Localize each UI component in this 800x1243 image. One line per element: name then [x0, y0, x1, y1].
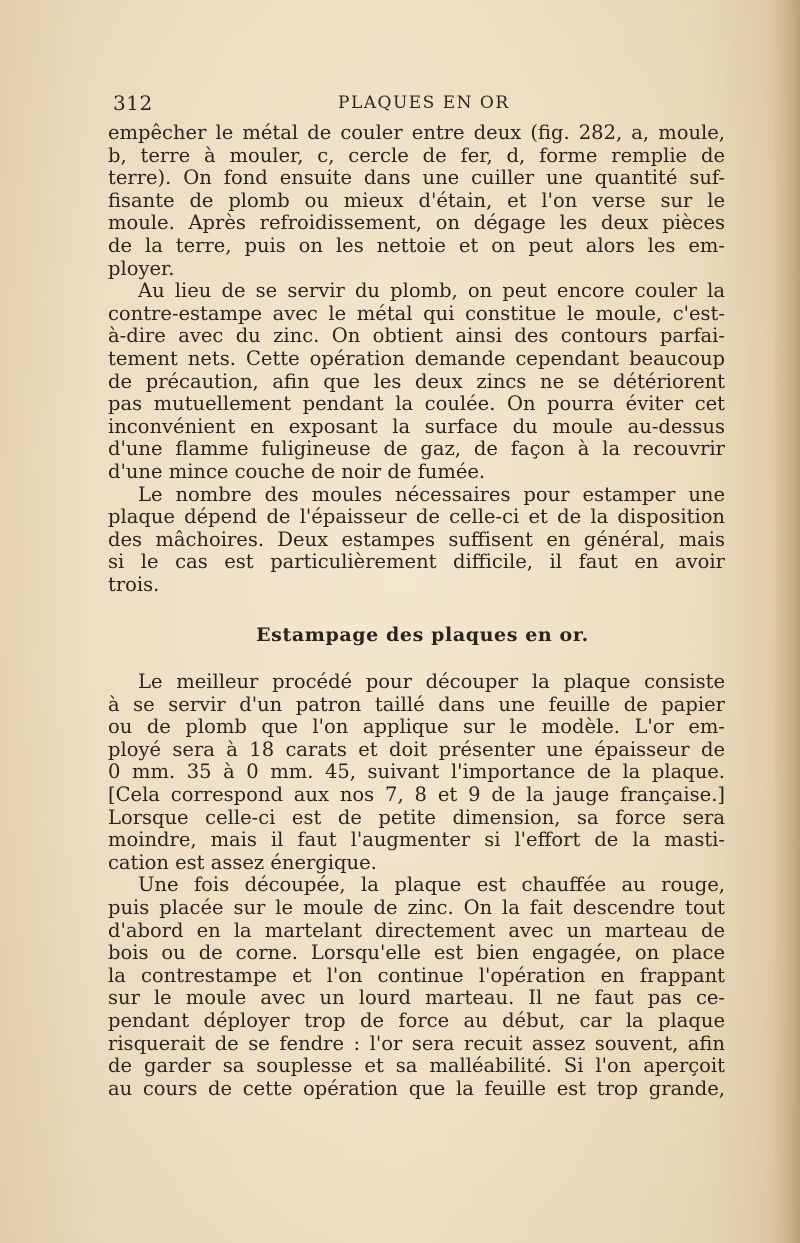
text-line: des mâchoires. Deux estampes suffisent en général, mais — [108, 527, 725, 551]
text-line: cation est assez énergique. — [108, 850, 377, 874]
text-line: de garder sa souplesse et sa malléabilité. Si l'on aperçoit — [108, 1054, 725, 1078]
text-line: si le cas est particulièrement difficile, il faut en avoir — [108, 550, 725, 574]
page-number: 312 — [113, 91, 153, 115]
text-line: bois ou de corne. Lorsqu'elle est bien engagée, on place — [108, 941, 725, 965]
page-body — [108, 122, 725, 1100]
text-line: sur le moule avec un lourd marteau. Il ne faut pas ce- — [108, 986, 725, 1010]
text-line: au cours de cette opération que la feuille est trop grande, — [108, 1076, 725, 1100]
text-line: terre). On fond ensuite dans une cuiller une quantité suf- — [108, 166, 725, 190]
text-line: puis placée sur le moule de zinc. On la fait descendre tout — [108, 896, 725, 919]
text-line: plaque dépend de l'épaisseur de celle-ci et de la disposition — [108, 505, 725, 529]
paragraph-2 — [108, 280, 725, 483]
text-line: la contrestampe et l'on continue l'opération en frappant — [108, 963, 725, 987]
text-line: ployer. — [108, 256, 175, 280]
page-edge-shadow — [772, 0, 800, 1243]
text-line: Le nombre des moules nécessaires pour estamper une — [138, 482, 725, 506]
section-title: Estampage des plaques en or. — [256, 624, 589, 647]
text-line: de précaution, afin que les deux zincs ne se détériorent — [108, 369, 725, 393]
page-header — [113, 91, 725, 117]
text-line: trois. — [108, 572, 160, 596]
paragraph-1 — [108, 122, 725, 280]
text-line: contre-estampe avec le métal qui constitue le moule, c'est- — [108, 301, 725, 325]
text-line: b, terre à mouler, c, cercle de fer, d, forme remplie de — [108, 143, 725, 167]
paragraph-5 — [108, 874, 725, 1100]
text-line: [Cela correspond aux nos 7, 8 et 9 de la jauge française.] — [108, 783, 725, 807]
text-line: ou de plomb que l'on applique sur le modèle. L'or em- — [108, 715, 725, 739]
running-title: PLAQUES EN OR — [338, 93, 510, 113]
text-line: à se servir d'un patron taillé dans une feuille de papier — [108, 692, 725, 716]
text-line: risquerait de se fendre : l'or sera recuit assez souvent, afin — [108, 1031, 725, 1055]
text-line: d'une mince couche de noir de fumée. — [108, 459, 486, 483]
text-line: fisante de plomb ou mieux d'étain, et l'on verse sur le — [108, 188, 725, 212]
text-line: pendant déployer trop de force au début, car la plaque — [108, 1008, 725, 1032]
text-line: ployé sera à 18 carats et doit présenter une épaisseur de — [108, 737, 725, 761]
text-line: d'abord en la martelant directement avec un marteau de — [108, 918, 725, 942]
text-line: 0 mm. 35 à 0 mm. 45, suivant l'importance de la plaque. — [108, 760, 725, 784]
text-line: inconvénient en exposant la surface du moule au-dessus — [108, 414, 725, 438]
text-line: empêcher le métal de couler entre deux (fig. 282, a, moule, — [108, 121, 725, 144]
paragraph-3 — [108, 484, 725, 597]
text-line: de la terre, puis on les nettoie et on peut alors les em- — [108, 233, 725, 257]
text-line: Lorsque celle-ci est de petite dimension, sa force sera — [108, 805, 725, 829]
text-line: moule. Après refroidissement, on dégage les deux pièces — [108, 211, 725, 235]
text-line: d'une flamme fuligineuse de gaz, de façon à la recouvrir — [108, 437, 725, 461]
text-line: Le meilleur procédé pour découper la plaque consiste — [138, 670, 725, 694]
text-line: Au lieu de se servir du plomb, on peut encore couler la — [138, 279, 725, 303]
text-line: tement nets. Cette opération demande cependant beaucoup — [108, 346, 725, 370]
text-line: pas mutuellement pendant la coulée. On pourra éviter cet — [108, 392, 725, 416]
text-line: Une fois découpée, la plaque est chauffée au rouge, — [138, 873, 725, 897]
text-line: à-dire avec du zinc. On obtient ainsi des contours parfai- — [108, 324, 725, 348]
paragraph-4 — [108, 671, 725, 874]
text-line: moindre, mais il faut l'augmenter si l'effort de la masti- — [108, 828, 725, 852]
